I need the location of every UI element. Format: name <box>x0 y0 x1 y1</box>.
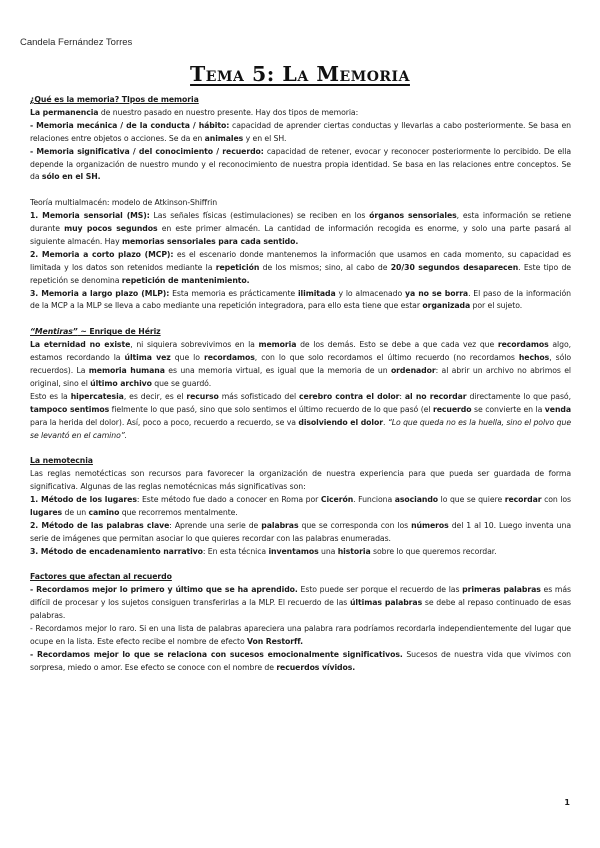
paragraph-emocional: - Recordamos mejor lo que se relaciona con sucesos emocionalmente significativos. Sucesos de nuestra vida que vivimos con sorpresa, miedo o amor. Ese efecto se conoce con el nombre de recuerdos vívidos. <box>30 649 571 672</box>
page-title: Tema 5: La Memoria <box>190 62 410 86</box>
document-body <box>30 94 571 675</box>
paragraph-metodo-encadenamiento: 3. Método de encadenamiento narrativo: En esta técnica inventamos una historia sobre lo que queremos recordar. <box>30 546 497 556</box>
paragraph-primero-ultimo: - Recordamos mejor lo primero y último que se ha aprendido. Esto puede ser porque el recuerdo de las primeras palabras es más difícil de procesar y los sujetos consiguen transferirlas a la MLP. El recuerdo de las últimas palabras se debe al repaso continuado de esas palabras. <box>30 585 571 621</box>
paragraph-memoria-largo-plazo: 3. Memoria a largo plazo (MLP): Esta memoria es prácticamente ilimitada y lo almacenado ya no se borra. El paso de la información de la MCP a la MLP se lleva a cabo mediante una repetición integradora, para ello esta tiene que estar organizada por el sujeto. <box>30 288 572 311</box>
section-heading-tipos: ¿Qué es la memoria? TIpos de memoria <box>30 95 199 104</box>
paragraph-memoria-mecanica: - Memoria mecánica / de la conducta / hábito: capacidad de aprender ciertas conductas y llevarlas a cabo posteriormente. Se basa en relaciones entre objetos o acciones. Se da en animales y en el SH. <box>30 120 571 143</box>
page-number: 1 <box>564 798 570 807</box>
paragraph-memoria-significativa: - Memoria significativa / del conocimiento / recuerdo: capacidad de retener, evocar y reconocer posteriormente lo percibido. De ella depende la organización de nuestro mundo y el reconocimiento de nuestra propia identidad. Se basa en las relaciones entre conceptos. Se da sólo en el SH. <box>30 146 571 182</box>
paragraph-hipercatesia: Esto es la hipercatesia, es decir, es el recurso más sofisticado del cerebro contra el dolor: al no recordar directamente lo que pasó, tampoco sentimos fielmente lo que pasó, sino que solo sentimos el último recuerdo de lo que pasó (el recuerdo se convierte en la venda para la herida del dolor). Así, poco a poco, recuerdo a recuerdo, se va disolviendo el dolor. “Lo que queda no es la huella, sino el polvo que se levantó en el camino”. <box>30 391 572 440</box>
paragraph-metodo-lugares: 1. Método de los lugares: Este método fue dado a conocer en Roma por Cicerón. Funciona asociando lo que se quiere recordar con los lugares de un camino que recorremos mentalmente. <box>30 495 572 517</box>
paragraph-reglas: Las reglas nemotécticas son recursos para favorecer la organización de nuestra experiencia para que pueda ser guardada de forma significativa. Algunas de las reglas nemotécnicas más significativas son: <box>30 469 571 492</box>
section-heading-nemotecnia: La nemotecnia <box>30 456 93 466</box>
paragraph-eternidad: La eternidad no existe, ni siquiera sobrevivimos en la memoria de los demás. Esto se debe a que cada vez que recordamos algo, estamos recordando la última vez que lo recordamos, con lo que solo recordamos el último recuerdo (no recordamos hechos, sólo recuerdos). La memoria humana es una memoria virtual, es igual que la memoria de un ordenador: al abrir un archivo no abrimos el original, sino el último archivo que se guardó. <box>30 340 571 388</box>
paragraph-raro: - Recordamos mejor lo raro. Si en una lista de palabras apareciera una palabra rara podríamos recordarla independientemente del lugar que ocupe en la lista. Este efecto recibe el nombre de efecto Von Restorff. <box>30 624 571 646</box>
paragraph-memoria-sensorial: 1. Memoria sensorial (MS): Las señales físicas (estimulaciones) se reciben en los órganos sensoriales, esta información se retiene durante muy pocos segundos en este primer almacén. La cantidad de información recogida es enorme, y solo una parte pasará al siguiente almacén. Hay memorias sensoriales para cada sentido. <box>30 211 572 246</box>
section-heading-mentiras: “Mentiras” ~ Enrique de Hériz <box>30 327 161 337</box>
paragraph-metodo-palabras: 2. Método de las palabras clave: Aprende una serie de palabras que se corresponda con los números del 1 al 10. Luego inventa una serie de imágenes que permitan asociar lo que quieres recordar con las palabras enumeradas. <box>30 520 572 543</box>
section-heading-factores: Factores que afectan al recuerdo <box>30 572 172 582</box>
paragraph-intro: La permanencia de nuestro pasado en nuestro presente. Hay dos tipos de memoria: <box>30 107 359 117</box>
paragraph-memoria-corto-plazo: 2. Memoria a corto plazo (MCP): es el escenario donde mantenemos la información que usamos en cada momento, su capacidad es limitada y los datos son retenidos mediante la repetición de los mismos; sino, al cabo de 20/30 segundos desaparecen. Este tipo de repetición se denomina repetición de mantenimiento. <box>30 249 571 285</box>
author-name: Candela Fernández Torres <box>20 37 133 48</box>
section-heading-multialmacen: Teoría multialmacén: modelo de Atkinson-Shiffrin <box>30 198 218 208</box>
